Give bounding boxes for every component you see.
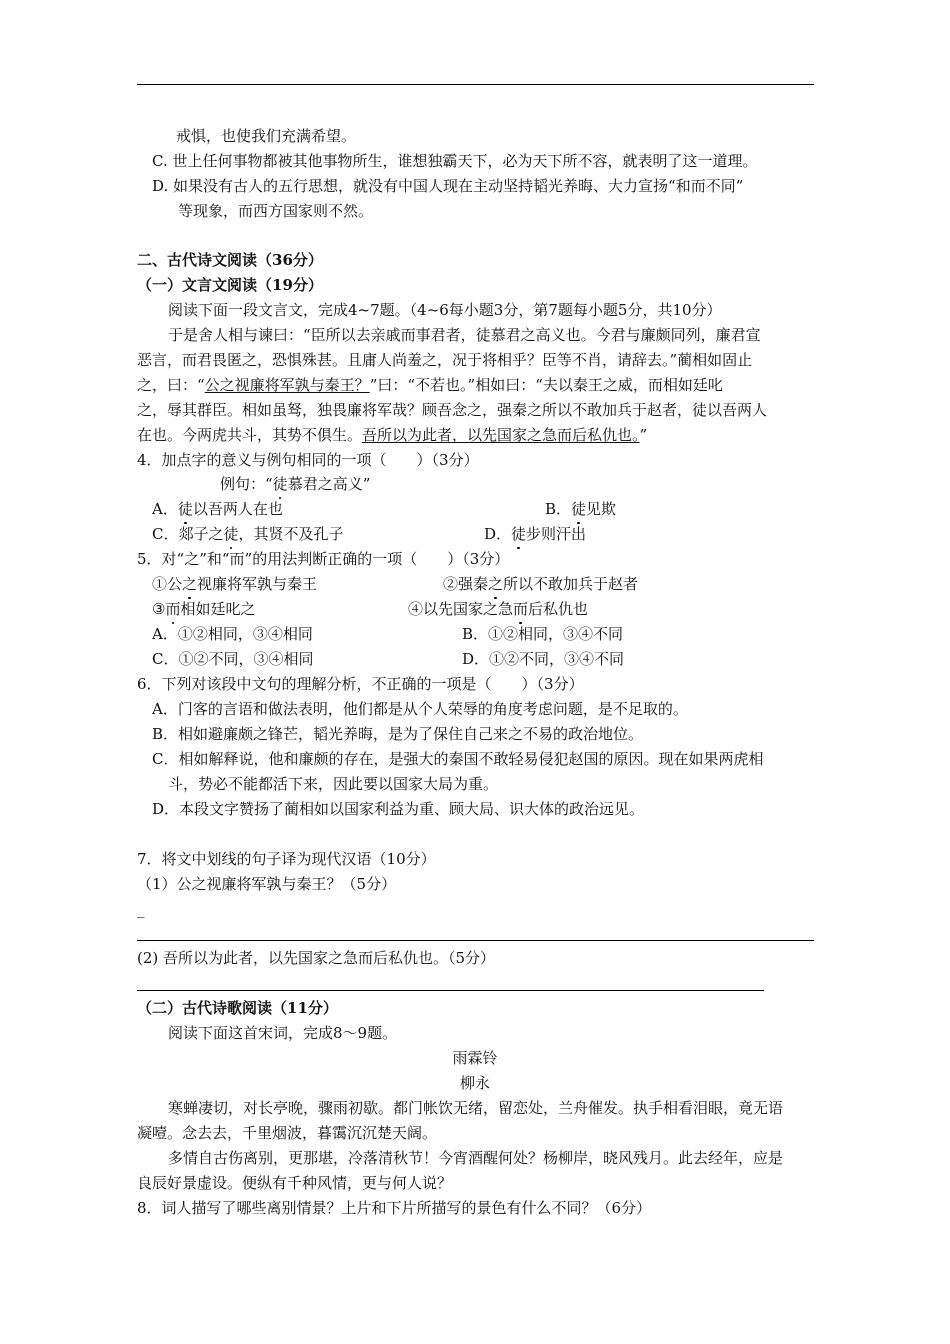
sentence-text: ④以先国家之急 <box>408 600 514 618</box>
poetry-instruction: 阅读下面这首宋词，完成8～9题。 <box>168 1024 398 1042</box>
question-4-option-a <box>152 499 283 519</box>
question-7-sub-2: (2) 吾所以为此者，以先国家之急而后私仇也。（5分） <box>137 949 496 967</box>
passage-text: ”曰：“不若也。”相如曰：“夫以秦王之威，而相如廷叱 <box>369 376 723 394</box>
passage-line: 之，辱其群臣。相如虽驽，独畏廉将军哉？顾吾念之，强秦之所以不敢加兵于赵者，徒以吾两人 <box>137 401 768 419</box>
poem-line: 寒蝉凄切，对长亭晚，骤雨初歇。都门帐饮无绪，留恋处，兰舟催发。执手相看泪眼，竟无语 <box>168 1099 784 1117</box>
sentence-text: 视廉将军孰与秦王 <box>197 575 318 593</box>
option-text: ，其贤不及孔子 <box>238 525 344 543</box>
dotted-char: 徒 <box>511 525 527 543</box>
poem-title: 雨霖铃 <box>452 1049 498 1067</box>
question-7-sub-1: （1）公之视廉将军孰与秦王？（5分） <box>137 875 397 893</box>
poem-author: 柳永 <box>459 1074 490 1092</box>
dotted-char: 而 <box>513 600 529 618</box>
question-5-sentence-3 <box>152 599 255 619</box>
underlined-sentence-1: 公之视廉将军孰与秦王？ <box>204 376 370 394</box>
prev-option-continuation: 戒惧，也使我们充满希望。 <box>176 127 357 145</box>
sentence-text: 相如廷叱之 <box>180 600 256 618</box>
question-5-option-c: C．①②不同，③④相同 <box>152 650 314 668</box>
poem-line: 多情自古伤离别，更那堪，冷落清秋节！今宵酒醒何处？杨柳岸，晓风残月。此去经年，应是 <box>168 1149 784 1167</box>
question-4-option-c <box>152 524 344 544</box>
reading-instruction: 阅读下面一段文言文，完成4~7题。（4~6每小题3分，第7题每小题5分，共10分） <box>168 301 722 319</box>
dotted-char: 而 <box>165 600 181 618</box>
option-label: A． <box>152 500 178 518</box>
passage-line: 恶言，而君畏匿之，恐惧殊甚。且庸人尚羞之，况于将相乎？臣等不肖，请辞去。”蔺相如固止 <box>137 351 753 369</box>
question-4-option-b <box>545 499 616 519</box>
dotted-char: 徒 <box>571 500 587 518</box>
option-text: 步则汗出 <box>526 525 587 543</box>
passage-line <box>137 375 723 395</box>
sentence-text: ③ <box>152 600 166 618</box>
sentence-text: ①公 <box>152 575 183 593</box>
question-5-option-d: D．①②不同，③④不同 <box>462 650 625 668</box>
poem-line: 凝噎。念去去，千里烟波，暮霭沉沉楚天阔。 <box>137 1124 438 1142</box>
question-5-stem: 5．对“之”和“而”的用法判断正确的一项（ ）（3分） <box>137 550 510 568</box>
sentence-text: ②强秦 <box>443 575 489 593</box>
question-6-option-c: C．相如解释说，他和廉颇的存在，是强大的秦国不敢轻易侵犯赵国的原因。现在如果两虎相 <box>152 750 764 768</box>
dotted-char: 徒 <box>223 525 239 543</box>
option-label: D． <box>484 525 512 543</box>
question-4-stem: 4．加点字的意义与例句相同的一项（ ）（3分） <box>137 451 479 469</box>
answer-blank-mark: _ <box>137 900 145 918</box>
question-7-stem: 7．将文中划线的句子译为现代汉语（10分） <box>137 850 436 868</box>
question-5-option-b: B．①②相同，③④不同 <box>462 625 624 643</box>
question-5-sentence-1 <box>152 574 317 594</box>
dotted-char: 之 <box>488 575 504 593</box>
header-rule <box>137 84 814 85</box>
passage-text: 在也。今两虎共斗，其势不俱生。 <box>137 426 363 444</box>
prev-option-d-cont: 等现象，而西方国家则不然。 <box>178 202 374 220</box>
dotted-char: 徒 <box>177 500 193 518</box>
dotted-char: 之 <box>182 575 198 593</box>
question-6-option-b: B．相如避廉颇之锋芒，韬光养晦，是为了保住自己来之不易的政治地位。 <box>152 725 644 743</box>
question-6-option-a: A．门客的言语和做法表明，他们都是从个人荣辱的角度考虑问题，是不足取的。 <box>152 700 688 718</box>
section-title: 二、古代诗文阅读（36分） <box>137 251 323 269</box>
prev-option-c: C. 世上任何事物都被其他事物所生，谁想独霸天下，必为天下所不容，就表明了这一道理。 <box>152 152 758 170</box>
question-6-stem: 6．下列对该段中文句的理解分析，不正确的一项是（ ）（3分） <box>137 675 584 693</box>
answer-line-1[interactable] <box>137 940 814 941</box>
option-label: B． <box>545 500 572 518</box>
prev-option-d: D. 如果没有古人的五行思想，就没有中国人现在主动坚持韬光养晦、大力宣扬“和而不同” <box>152 177 744 195</box>
passage-line <box>137 425 647 445</box>
question-6-option-c-cont: 斗，势必不能都活下来，因此要以国家大局为重。 <box>168 775 499 793</box>
passage-line: 于是舍人相与谏曰：“臣所以去亲戚而事君者，徒慕君之高义也。今君与廉颇同列，廉君宣 <box>168 326 761 344</box>
question-5-sentence-4 <box>408 599 588 619</box>
subsection-title-classical-prose: （一）文言文阅读（19分） <box>137 276 323 294</box>
passage-text: 之，曰：“ <box>137 376 205 394</box>
example-prefix: 例句：“ <box>220 475 273 493</box>
sentence-text: 所以不敢加兵于赵者 <box>503 575 639 593</box>
question-4-example <box>220 474 370 494</box>
sentence-text: 后私仇也 <box>528 600 589 618</box>
question-5-option-a: A．①②相同，③④相同 <box>152 625 313 643</box>
question-8-stem: 8．词人描写了哪些离别情景？上片和下片所描写的景色有什么不同？（6分） <box>137 1199 652 1217</box>
question-4-option-d <box>484 524 586 544</box>
option-text: 见欺 <box>586 500 617 518</box>
dotted-char: 徒 <box>272 475 288 493</box>
question-5-sentence-2 <box>443 574 638 594</box>
answer-line-2[interactable] <box>137 990 764 991</box>
question-6-option-d: D．本段文字赞扬了蔺相如以国家利益为重、顾大局、识大体的政治远见。 <box>152 800 645 818</box>
example-rest: 慕君之高义” <box>287 475 371 493</box>
passage-text: ” <box>639 426 648 444</box>
poem-line: 良辰好景虚设。便纵有千种风情，更与何人说？ <box>137 1174 453 1192</box>
subsection-title-poetry: （二）古代诗歌阅读（11分） <box>137 999 338 1017</box>
option-text: 以吾两人在也 <box>192 500 283 518</box>
option-label: C．郯子之 <box>152 525 224 543</box>
underlined-sentence-2: 吾所以为此者，以先国家之急而后私仇也。 <box>362 426 640 444</box>
